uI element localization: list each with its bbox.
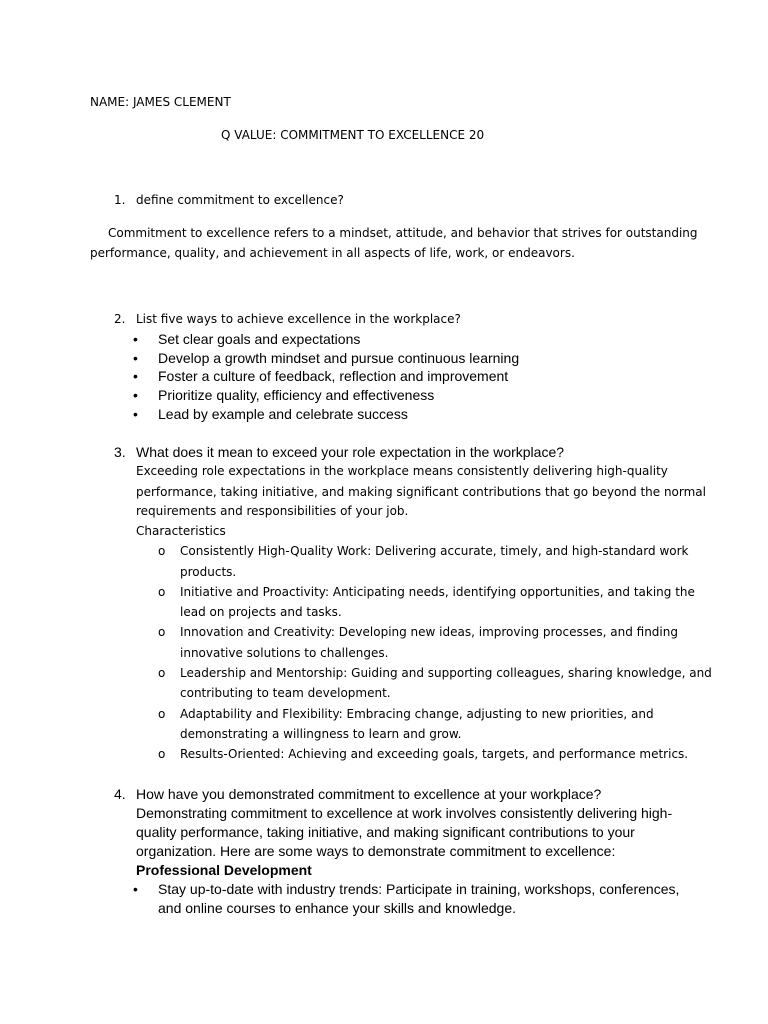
bullet-icon: • (133, 406, 138, 422)
student-name: NAME: JAMES CLEMENT (90, 95, 231, 109)
q3-number: 3. (114, 444, 126, 460)
open-bullet-icon: o (158, 625, 166, 639)
q1-number: 1. (114, 193, 126, 207)
q1-answer-line2: performance, quality, and achievement in all aspects of life, work, or endeavors. (90, 246, 575, 260)
characteristic-line1: Innovation and Creativity: Developing new ideas, improving processes, and finding (180, 625, 678, 639)
q4-answer-line: organization. Here are some ways to demonstrate commitment to excellence: (136, 843, 616, 859)
q4-question: How have you demonstrated commitment to excellence at your workplace? (136, 786, 602, 802)
q2-number: 2. (114, 312, 126, 326)
open-bullet-icon: o (158, 585, 166, 599)
q2-item: Develop a growth mindset and pursue continuous learning (158, 350, 520, 366)
q2-item: Prioritize quality, efficiency and effectiveness (158, 387, 435, 403)
characteristic-line1: Adaptability and Flexibility: Embracing change, adjusting to new priorities, and (180, 707, 654, 721)
characteristic-line2: innovative solutions to challenges. (180, 646, 389, 660)
bullet-icon: • (133, 350, 138, 366)
q1-question: define commitment to excellence? (136, 193, 344, 207)
q4-number: 4. (114, 786, 126, 802)
open-bullet-icon: o (158, 747, 166, 761)
bullet-icon: • (133, 331, 138, 347)
characteristic-line2: contributing to team development. (180, 686, 391, 700)
characteristic-line1: Consistently High-Quality Work: Delivering accurate, timely, and high-standard work (180, 544, 689, 558)
q2-item: Lead by example and celebrate success (158, 406, 408, 422)
characteristic-line2: lead on projects and tasks. (180, 605, 342, 619)
open-bullet-icon: o (158, 544, 166, 558)
q2-question: List five ways to achieve excellence in the workplace? (136, 312, 461, 326)
document-title: Q VALUE: COMMITMENT TO EXCELLENCE 20 (221, 128, 485, 142)
characteristic-line2: demonstrating a willingness to learn and grow. (180, 727, 462, 741)
bullet-icon: • (133, 368, 138, 384)
q3-answer-line: performance, taking initiative, and making significant contributions that go beyond the normal (136, 485, 706, 499)
q3-answer-line: requirements and responsibilities of your job. (136, 504, 409, 518)
q4-item-line1: Stay up-to-date with industry trends: Participate in training, workshops, conferences, (158, 881, 680, 897)
q4-answer-line: Demonstrating commitment to excellence at work involves consistently delivering high- (136, 805, 673, 821)
open-bullet-icon: o (158, 707, 166, 721)
q3-characteristics-label: Characteristics (136, 524, 226, 538)
q4-subheading: Professional Development (136, 862, 312, 878)
characteristic-line2: products. (180, 565, 237, 579)
open-bullet-icon: o (158, 666, 166, 680)
characteristic-line1: Leadership and Mentorship: Guiding and supporting colleagues, sharing knowledge, and (180, 666, 712, 680)
q2-item: Foster a culture of feedback, reflection and improvement (158, 368, 509, 384)
q4-item-line2: and online courses to enhance your skills and knowledge. (158, 900, 517, 916)
q3-question: What does it mean to exceed your role expectation in the workplace? (136, 444, 565, 460)
q1-answer-line1: Commitment to excellence refers to a mindset, attitude, and behavior that strives for outstanding (108, 226, 698, 240)
bullet-icon: • (133, 881, 138, 897)
q3-answer-line: Exceeding role expectations in the workplace means consistently delivering high-quality (136, 464, 668, 478)
bullet-icon: • (133, 387, 138, 403)
q4-answer-line: quality performance, taking initiative, and making significant contributions to your (136, 824, 635, 840)
characteristic-line1: Initiative and Proactivity: Anticipating needs, identifying opportunities, and taking the (180, 585, 695, 599)
characteristic-line1: Results-Oriented: Achieving and exceeding goals, targets, and performance metrics. (180, 747, 689, 761)
q2-item: Set clear goals and expectations (158, 331, 361, 347)
